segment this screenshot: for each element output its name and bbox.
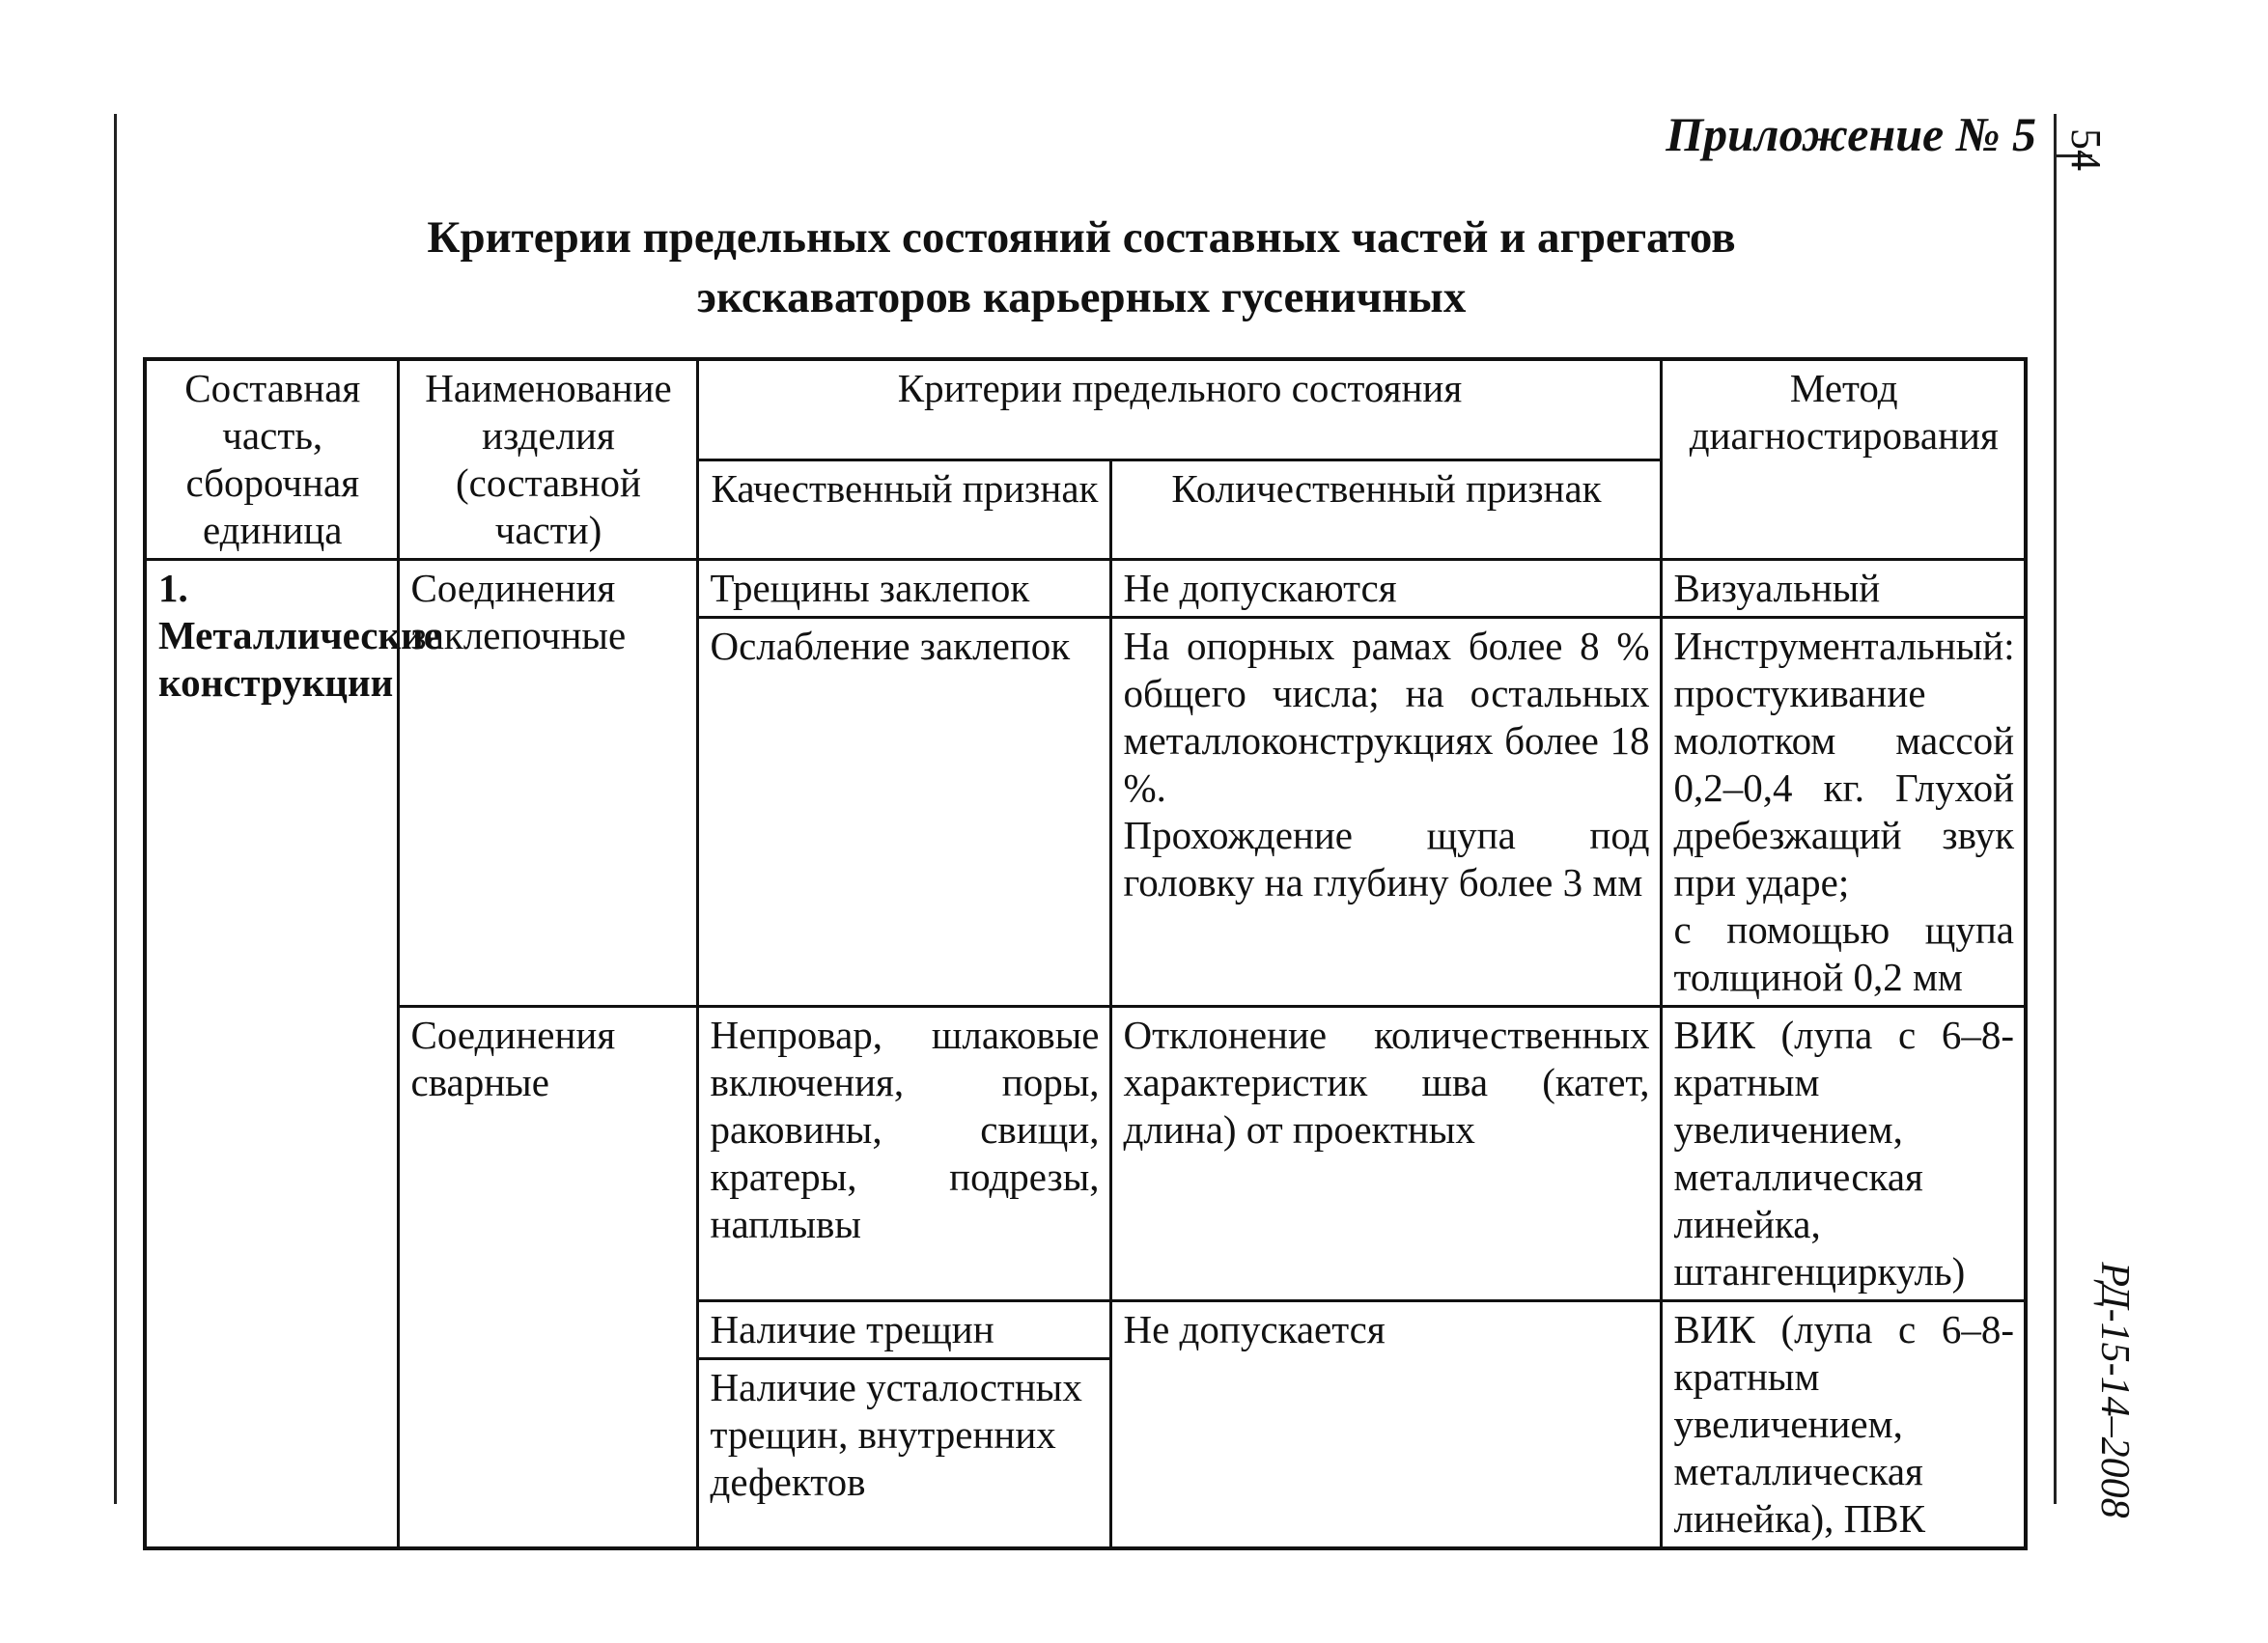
- page-number: 54: [2062, 128, 2110, 171]
- product-cell: Соединения заклепочные: [398, 560, 697, 1007]
- method-cell: ВИК (лупа с 6–8-кратным увеличением, металлическая линейка, штангенциркуль): [1661, 1007, 2026, 1301]
- right-margin-line: [2054, 114, 2057, 1504]
- header-product: Наименование изделия (составной части): [398, 359, 697, 560]
- quantitative-cell: Не допускается: [1110, 1301, 1661, 1549]
- method-cell: Инструментальный: простукивание молотком массой 0,2–0,4 кг. Глухой дребезжащий звук при ударе; с помощью щупа толщиной 0,2 мм: [1661, 618, 2026, 1007]
- header-row: [145, 359, 2026, 459]
- appendix-label: Приложение № 5: [1666, 107, 2036, 161]
- header-method: Метод диагностирования: [1661, 359, 2026, 560]
- qualitative-cell: Трещины заклепок: [697, 560, 1110, 618]
- table-row: [145, 1007, 2026, 1301]
- qualitative-cell: Наличие усталостных трещин, внутренних дефектов: [697, 1359, 1110, 1549]
- product-cell: Соединения сварные: [398, 1007, 697, 1549]
- section-cell: 1. Металлические конструкции: [145, 560, 398, 1549]
- criteria-table: [143, 357, 2028, 1550]
- header-criteria: Критерии предельного состояния: [697, 359, 1661, 459]
- qualitative-cell: Наличие трещин: [697, 1301, 1110, 1359]
- method-cell: Визуальный: [1661, 560, 2026, 618]
- quantitative-cell: Не допускаются: [1110, 560, 1661, 618]
- header-quantitative: Количественный признак: [1110, 459, 1661, 559]
- header-component: Составная часть, сборочная единица: [145, 359, 398, 560]
- header-qualitative: Качественный признак: [697, 459, 1110, 559]
- document-code: РД-15-14–2008: [2092, 1262, 2137, 1518]
- method-cell: ВИК (лупа с 6–8-кратным увеличением, металлическая линейка), ПВК: [1661, 1301, 2026, 1549]
- qualitative-cell: Непровар, шлаковые включения, поры, раковины, свищи, кратеры, подрезы, наплывы: [697, 1007, 1110, 1301]
- left-margin-line: [114, 114, 117, 1504]
- title-line-2: экскаваторов карьерных гусеничных: [696, 272, 1467, 322]
- table-row: [145, 560, 2026, 618]
- quantitative-cell: Отклонение количественных характеристик шва (катет, длина) от проектных: [1110, 1007, 1661, 1301]
- page-title: [212, 208, 1950, 327]
- quantitative-cell: На опорных рамах более 8 % общего числа; на остальных металлоконструкциях более 18 %. Прохождение щупа под головку на глубину более 3 мм: [1110, 618, 1661, 1007]
- qualitative-cell: Ослабление заклепок: [697, 618, 1110, 1007]
- title-line-1: Критерии предельных состояний составных частей и агрегатов: [427, 212, 1736, 263]
